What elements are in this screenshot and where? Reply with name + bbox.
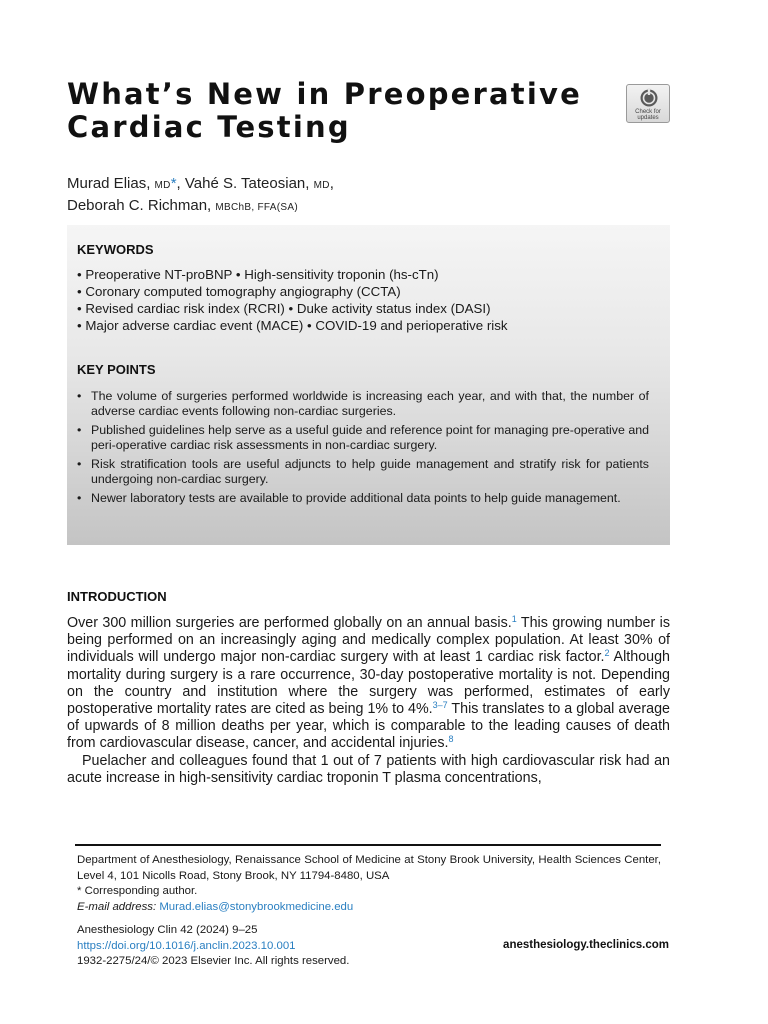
key-point-item — [77, 457, 649, 487]
email-label: E-mail address: — [77, 900, 157, 913]
key-point-text: Newer laboratory tests are available to provide additional data points to help guide management. — [91, 491, 621, 505]
article-title: What’s New in Preoperative Cardiac Testing — [67, 77, 582, 144]
bullet-glyph: • — [77, 457, 82, 471]
journal-citation: Anesthesiology Clin 42 (2024) 9–25 — [77, 924, 258, 936]
keyword-line: • Coronary computed tomography angiography (CCTA) — [77, 284, 401, 299]
author-degree: MD — [313, 180, 330, 191]
introduction-body — [67, 615, 670, 787]
journal-website[interactable]: anesthesiology.theclinics.com — [503, 939, 669, 951]
sentence: This growing number is being performed on an increasingly aging and medically complex population. At least 30% of individuals will undergo major non-cardiac surgery with at least 1 cardiac risk factor. — [67, 615, 670, 666]
email-link[interactable]: Murad.elias@stonybrookmedicine.edu — [159, 900, 354, 913]
corresponding-author-mark[interactable]: * — [170, 175, 177, 192]
paragraph: Puelacher and colleagues found that 1 out of 7 patients with high cardiovascular risk had an acute increase in high-sensitivity cardiac troponin T plasma concentrations, — [67, 752, 670, 786]
keywords-list — [77, 266, 662, 334]
key-point-item — [77, 423, 649, 453]
author-name: , Vahé S. Tateosian, — [176, 175, 310, 192]
author-degree: MD — [154, 180, 171, 191]
author-degree: MBChB, FFA(SA) — [215, 202, 298, 213]
key-points-heading: KEY POINTS — [77, 362, 156, 377]
key-points-list — [77, 389, 649, 510]
bullet-glyph: • — [77, 491, 82, 505]
corresponding-author-note: * Corresponding author. — [77, 885, 198, 897]
author-separator: , — [329, 175, 334, 192]
author-list — [67, 174, 627, 218]
keyword-line: • Preoperative NT-proBNP • High-sensitivity troponin (hs-cTn) — [77, 267, 439, 282]
keyword-line: • Revised cardiac risk index (RCRI) • Duke activity status index (DASI) — [77, 301, 491, 316]
footnote-block — [77, 853, 661, 915]
keywords-heading: KEYWORDS — [77, 242, 154, 257]
check-for-updates-badge[interactable] — [626, 84, 670, 123]
doi-link[interactable]: https://doi.org/10.1016/j.anclin.2023.10.001 — [77, 939, 296, 952]
reference-link[interactable]: 8 — [448, 734, 454, 745]
introduction-heading: INTRODUCTION — [67, 589, 167, 604]
footnote-divider — [75, 844, 661, 846]
copyright-notice: 1932-2275/24/© 2023 Elsevier Inc. All rights reserved. — [77, 955, 350, 967]
key-point-item — [77, 491, 649, 506]
key-point-item — [77, 389, 649, 419]
bullet-glyph: • — [77, 423, 82, 437]
keywords-keypoints-box — [67, 225, 670, 545]
key-point-text: Published guidelines help serve as a useful guide and reference point for managing pre-operative and peri-operative cardiac risk assessments in non-cardiac surgery. — [91, 423, 649, 452]
check-for-updates-icon — [639, 88, 659, 108]
bullet-glyph: • — [77, 389, 82, 403]
reference-link[interactable]: 2 — [604, 648, 610, 659]
affiliation-text: Department of Anesthesiology, Renaissance School of Medicine at Stony Brook University, Health Sciences Center, Level 4, 101 Nicolls Road, Stony Brook, NY 11794-8480, USA — [77, 854, 661, 882]
author-name: Murad Elias, — [67, 175, 151, 192]
sentence: This translates to a global average of upwards of 8 million deaths per year, which is comparable to the leading causes of death from cardiovascular disease, cancer, and accidental injuries. — [67, 701, 670, 752]
sentence: Although mortality during surgery is a rare occurrence, 30-day postoperative mortality is not. Depending on the country and institution where the surgery was performed, estimates of early postoperative mortality rates are cited as being 1% to 4%. — [67, 649, 670, 718]
author-name: Deborah C. Richman, — [67, 197, 212, 214]
paragraph — [67, 615, 670, 753]
reference-link[interactable]: 3–7 — [432, 700, 448, 711]
keyword-line: • Major adverse cardiac event (MACE) • COVID-19 and perioperative risk — [77, 318, 508, 333]
sentence: Over 300 million surgeries are performed globally on an annual basis. — [67, 615, 512, 631]
key-point-text: The volume of surgeries performed worldwide is increasing each year, and with that, the number of adverse cardiac events following non-cardiac surgeries. — [91, 389, 649, 418]
badge-label: Check for updates — [635, 109, 661, 121]
reference-link[interactable]: 1 — [511, 614, 517, 624]
key-point-text: Risk stratification tools are useful adjuncts to help guide management and stratify risk for patients undergoing non-cardiac surgery. — [91, 457, 649, 486]
